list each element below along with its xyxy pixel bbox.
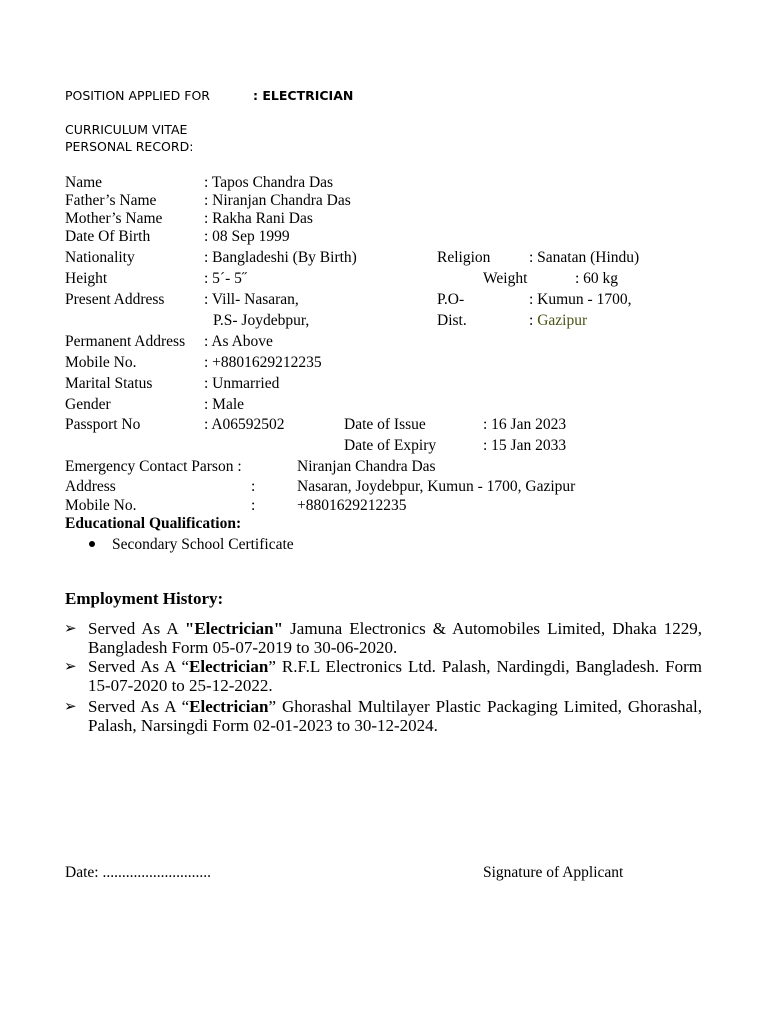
emergency-address-label: Address <box>65 478 116 495</box>
nationality-label: Nationality <box>65 249 135 266</box>
po-value: : Kumun - 1700, <box>529 291 632 308</box>
father-label: Father’s Name <box>65 192 157 209</box>
date-field: Date: ............................ <box>65 864 211 881</box>
father-value: : Niranjan Chandra Das <box>204 192 351 209</box>
emergency-mobile-value: +8801629212235 <box>297 497 407 514</box>
dist-value: Gazipur <box>537 312 588 329</box>
education-heading: Educational Qualification: <box>65 515 242 532</box>
employment-item <box>88 697 702 735</box>
mobile-label: Mobile No. <box>65 354 137 371</box>
employment-heading: Employment History: <box>65 589 224 608</box>
weight-value: : 60 kg <box>575 270 619 287</box>
dist-value-wrap <box>529 313 587 329</box>
permanent-address-label: Permanent Address <box>65 333 186 350</box>
height-value: : 5´- 5˝ <box>204 270 248 287</box>
emergency-contact-value: Niranjan Chandra Das <box>297 458 436 475</box>
mother-value: : Rakha Rani Das <box>204 210 313 227</box>
dob-label: Date Of Birth <box>65 228 151 245</box>
employment-details: Jamuna Electronics & Automobiles Limited, Dhaka 1229, Bangladesh Form 05-07-2019 to 30-06-2020. <box>88 619 703 657</box>
religion-value: : Sanatan (Hindu) <box>529 249 640 266</box>
employment-item <box>88 619 702 657</box>
employment-prefix: Served As A <box>88 619 185 638</box>
employment-prefix: Served As A “ <box>88 657 190 676</box>
expiry-value: : 15 Jan 2033 <box>483 437 567 454</box>
po-label: P.O- <box>437 291 465 308</box>
issue-label: Date of Issue <box>344 416 426 433</box>
passport-value: : A06592502 <box>204 416 285 433</box>
dist-label: Dist. <box>437 312 467 329</box>
emergency-mobile-label: Mobile No. <box>65 497 137 514</box>
employment-details: ” Ghorashal Multilayer Plastic Packaging Limited, Ghorashal, Palash, Narsingdi Form 02-01-2023 to 30-12-2024. <box>88 697 703 735</box>
marital-value: : Unmarried <box>204 375 280 392</box>
passport-label: Passport No <box>65 416 141 433</box>
employment-details: ” R.F.L Electronics Ltd. Palash, Nardingdi, Bangladesh. Form 15-07-2020 to 25-12-2022. <box>88 657 702 695</box>
present-address-line2: P.S- Joydebpur, <box>213 312 310 329</box>
employment-role: Electrician <box>189 697 269 716</box>
emergency-mobile-colon: : <box>251 497 256 514</box>
present-address-label: Present Address <box>65 291 165 308</box>
arrow-bullet-icon: ➢ <box>64 619 77 637</box>
emergency-address-value: Nasaran, Joydebpur, Kumun - 1700, Gazipur <box>297 478 576 495</box>
arrow-bullet-icon: ➢ <box>64 697 77 715</box>
education-item: Secondary School Certificate <box>112 536 294 553</box>
issue-value: : 16 Jan 2023 <box>483 416 567 433</box>
employment-role: Electrician <box>189 657 269 676</box>
cv-title: CURRICULUM VITAE <box>65 122 188 137</box>
education-bullet <box>89 541 95 547</box>
dob-value: : 08 Sep 1999 <box>204 228 290 245</box>
arrow-bullet-icon: ➢ <box>64 657 77 675</box>
height-label: Height <box>65 270 108 287</box>
name-value: : Tapos Chandra Das <box>204 174 334 191</box>
employment-item <box>88 657 702 695</box>
expiry-label: Date of Expiry <box>344 437 437 454</box>
gender-label: Gender <box>65 396 111 413</box>
nationality-value: : Bangladeshi (By Birth) <box>204 249 357 266</box>
permanent-address-value: : As Above <box>204 333 273 350</box>
religion-label: Religion <box>437 249 491 266</box>
position-label: POSITION APPLIED FOR <box>65 88 210 103</box>
dist-colon: : <box>529 312 538 329</box>
position-value: : ELECTRICIAN <box>253 88 354 103</box>
emergency-address-colon: : <box>251 478 256 495</box>
marital-label: Marital Status <box>65 375 153 392</box>
mobile-value: : +8801629212235 <box>204 354 322 371</box>
emergency-contact-label: Emergency Contact Parson : <box>65 458 242 475</box>
mother-label: Mother’s Name <box>65 210 163 227</box>
weight-label: Weight <box>483 270 528 287</box>
name-label: Name <box>65 174 103 191</box>
present-address-line1: : Vill- Nasaran, <box>204 291 299 308</box>
personal-record-heading: PERSONAL RECORD: <box>65 139 194 154</box>
employment-prefix: Served As A “ <box>88 697 190 716</box>
signature-label: Signature of Applicant <box>483 864 624 881</box>
gender-value: : Male <box>204 396 245 413</box>
employment-role: "Electrician" <box>184 619 284 638</box>
